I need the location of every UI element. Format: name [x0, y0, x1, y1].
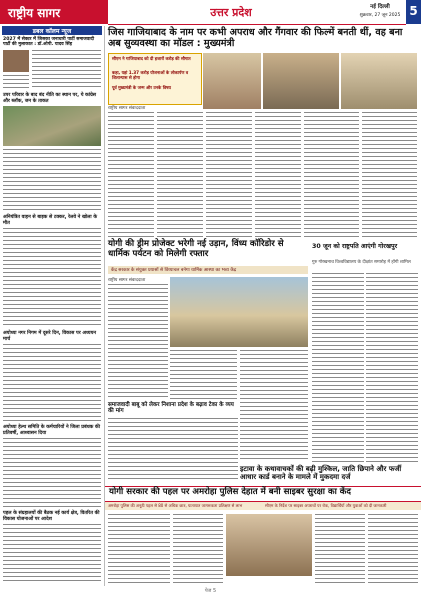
left-story2-headline: उपर परिवार के बाद बंद नीति का स्थान पर, ये कांग्रेस और ब्लॉक, जन के ताकत — [3, 93, 97, 104]
amroha-sub-bar — [105, 502, 421, 510]
lead-body-col5 — [304, 112, 359, 237]
brand-name: राष्ट्रीय सागर — [8, 6, 61, 20]
yogi-caption-bar — [108, 266, 308, 274]
dateline — [354, 0, 406, 25]
page-footer: पेज 5 — [204, 588, 217, 594]
left-story6-body — [3, 524, 101, 584]
etawah-side-body — [108, 466, 238, 482]
photo-amroha — [226, 514, 312, 576]
photo-corridor — [170, 277, 308, 347]
left-story5-body — [3, 438, 101, 508]
yogi-tag: राष्ट्रीय सागर संवाददाता — [108, 278, 146, 283]
left-story1-body2 — [3, 75, 29, 90]
lead-body-col1 — [108, 112, 154, 237]
amroha-body-col4 — [368, 514, 418, 586]
lead-body-col2 — [157, 112, 203, 237]
left-story4-body — [3, 344, 101, 422]
page-number-badge — [406, 0, 421, 24]
samajwadi-body — [108, 418, 238, 463]
june30-sub: गुरु गोरखनाथ विश्वविद्यालय के दीक्षांत समारोह में होंगी शामिल — [312, 260, 411, 265]
june30-body-col1 — [312, 273, 364, 463]
lead-headline: जिस गाजियाबाद के नाम पर कभी अपराध और गैंगवार की फिल्में बनती थीं, वह बना अब सुव्यवस्था का मॉडल : मुख्यमंत्री — [108, 27, 403, 50]
lead-bullet-2: कहा, यहां 1.37 करोड़ योजनाओं के लोकार्पण व शिलान्यास से होगा — [112, 70, 189, 80]
photo-cm — [203, 53, 261, 109]
desk-bar — [2, 26, 102, 35]
samajwadi-headline: समाजवादी बाबू को लेकर निशाना प्रदेश के बढ़ाव टेका के व्यय की मांग — [108, 402, 234, 415]
lead-bullets — [108, 53, 202, 105]
photo-left-village — [3, 106, 101, 146]
yogi-headline: योगी की ड्रीम प्रोजेक्ट भरेगी नई उड़ान, विंध्य कॉरिडोर से धार्मिक पर्यटन को मिलेगी रफ्तार — [108, 239, 284, 259]
amroha-body-col3 — [315, 514, 365, 586]
photo-crowd — [341, 53, 417, 109]
left-story4-headline: अयोध्या नगर निगम में दूसरे दिन, विकास पर अध्ययन मार्च — [3, 331, 97, 342]
left-story5-headline: अयोध्या हेल्थ समिति के कर्मचारियों ने जिला प्रबंधक की प्रतिवर्षी, आश्वासन दिया — [3, 425, 100, 436]
yogi-body-col1 — [108, 284, 168, 399]
lead-bullet-3: पूर्व मुख्यमंत्री के जन्म और उनके विषय — [112, 85, 171, 90]
amroha-body-col1 — [108, 514, 170, 586]
amroha-headline: योगी सरकार की पहल पर अमरोहा पुलिस देहात में बनी साइबर सुरक्षा का केंद — [109, 487, 351, 497]
page-number: 5 — [409, 4, 418, 18]
photo-left-portrait — [3, 50, 29, 72]
yogi-body-col2 — [170, 350, 237, 399]
city: नई दिल्ली — [370, 4, 390, 10]
lead-tag: राष्ट्रीय सागर संवाददाता — [108, 106, 146, 111]
left-story3-headline: अनियंत्रित वाहन से बाइक से टक्कर, रेलवे ने खोला के मौत — [3, 215, 98, 226]
amroha-sub-2: सीएम के निर्देश पर साइबर अपराधों पर रोक, विद्यार्थियों और युवाओं को दी जानकारी — [265, 503, 387, 508]
section-title: उत्तर प्रदेश — [210, 6, 252, 19]
left-story1-body — [32, 50, 101, 90]
lead-body-col3 — [206, 112, 252, 237]
photo-stage — [263, 53, 339, 109]
section-bar — [108, 0, 354, 25]
lead-bullet-1: सीएम ने गाजियाबाद को दी हजारों करोड़ की सौगात — [112, 56, 191, 61]
left-story1-headline: 2027 में सेक्टर में जिसका जनाधारी पार्टी समाजवादी पार्टी की मुलाकात : डॉ.ओपी. यादव सिंह — [3, 37, 95, 48]
lead-body-col4 — [255, 112, 301, 237]
yogi-caption: केंद्र सरकार के संयुक्त प्रयासों से विंध्याचल बनेगा धार्मिक आस्था का भव्य केंद्र — [111, 268, 237, 273]
amroha-body-col2 — [173, 514, 223, 586]
left-story2-body — [3, 149, 101, 213]
date: शुक्रवार, 27 जून 2025 — [359, 13, 401, 18]
june30-headline: 30 जून को राष्ट्रपति आएंगी गोरखपुर — [312, 243, 398, 250]
amroha-headline-bar — [105, 486, 421, 502]
amroha-sub-1: अमरोहा पुलिस की अनूठी पहल से 80 से अधिक छात्र, यातायात जागरूकता प्रशिक्षण से लाभ — [108, 503, 243, 508]
june30-body-col2 — [366, 273, 418, 463]
left-story3-body — [3, 228, 101, 328]
masthead — [0, 0, 108, 24]
lead-body-col6 — [362, 112, 417, 237]
left-story6-headline: पहल के संग्रहालयों की बैठक नई कार्य क्षेत्र, वितरित की विकास योजनाओं पर आदेश — [3, 511, 100, 522]
page-header — [0, 0, 421, 24]
etawah-headline: इटावा के कथावाचकों की बढ़ी मुश्किल, जाति छिपाने और फर्जी आधार कार्ड बनाने के मामले में मुकदमा दर्ज — [240, 465, 402, 482]
yogi-body-col3 — [240, 350, 308, 460]
desk-label: डबल कॉलम न्यूज — [32, 28, 72, 35]
